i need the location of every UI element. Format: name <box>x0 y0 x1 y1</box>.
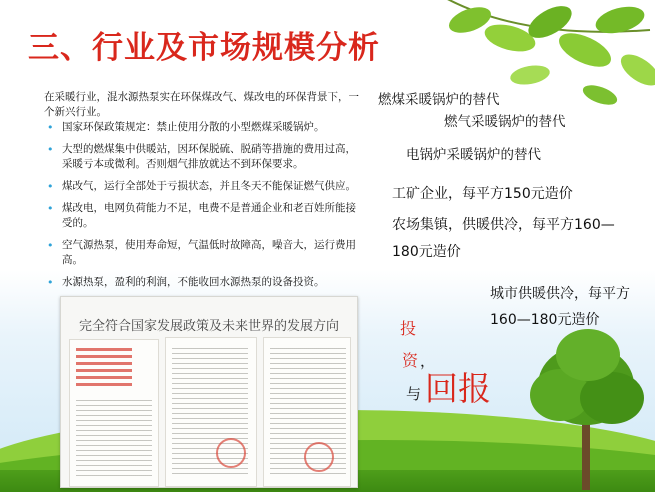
investment-char-2: 资 <box>402 351 419 370</box>
document-page <box>263 337 351 487</box>
bullet-icon: • <box>47 239 54 252</box>
list-item <box>44 142 366 172</box>
industrial-cost: 工矿企业，每平方150元造价 <box>392 186 573 202</box>
list-item <box>44 179 366 194</box>
rural-cost: 农场集镇，供暖供冷，每平方160—180元造价 <box>392 217 615 260</box>
return-label: 回报 <box>425 369 491 408</box>
intro-paragraph: 在采暖行业，混水源热泵实在环保煤改气、煤改电的环保背景下，一个新兴行业。 <box>44 91 359 118</box>
bullet-list <box>44 120 366 297</box>
document-page <box>69 339 159 487</box>
seal-stamp-icon <box>216 438 246 468</box>
bullet-icon: • <box>47 202 54 215</box>
bullet-text: 空气源热泵，使用寿命短，气温低时故障高，噪音大，运行费用高。 <box>62 239 356 266</box>
bullet-icon: • <box>47 121 54 134</box>
document-page <box>165 337 257 487</box>
list-item <box>44 238 366 268</box>
coal-boiler-replacement: 燃煤采暖锅炉的替代 <box>378 92 500 108</box>
investment-char-1: 投 <box>400 319 417 338</box>
seal-stamp-icon <box>304 442 334 472</box>
slide-title: 三、行业及市场规模分析 <box>28 30 380 66</box>
list-item <box>44 120 366 135</box>
bullet-icon: • <box>47 276 54 289</box>
red-header-block <box>76 348 132 388</box>
investment-comma: ， <box>420 352 436 370</box>
bullet-icon: • <box>47 180 54 193</box>
electric-boiler-replacement: 电锅炉采暖锅炉的替代 <box>406 147 541 163</box>
document-text-lines <box>76 400 152 480</box>
bullet-text: 国家环保政策规定：禁止使用分散的小型燃煤采暖锅炉。 <box>62 121 325 133</box>
bullet-text: 大型的燃煤集中供暖站，因环保脱硫、脱硝等措施的费用过高，采暖亏本或微利。否则烟气排放就达不到环保要求。 <box>62 143 356 170</box>
list-item <box>44 275 366 290</box>
urban-cost: 城市供暖供冷，每平方160—180元造价 <box>490 286 630 328</box>
return-connector: 与 <box>406 385 422 403</box>
policy-documents-image <box>60 296 358 488</box>
bullet-text: 煤改气，运行全部处于亏损状态，并且冬天不能保证燃气供应。 <box>62 180 356 192</box>
bullet-icon: • <box>47 143 54 156</box>
document-caption: 完全符合国家发展政策及未来世界的发展方向 <box>78 319 339 334</box>
bullet-text: 水源热泵，盈利的利润，不能收回水源热泵的设备投资。 <box>62 276 325 288</box>
bullet-text: 煤改电，电网负荷能力不足，电费不是普通企业和老百姓所能接受的。 <box>62 202 356 229</box>
list-item <box>44 201 366 231</box>
gas-boiler-replacement: 燃气采暖锅炉的替代 <box>444 114 566 130</box>
